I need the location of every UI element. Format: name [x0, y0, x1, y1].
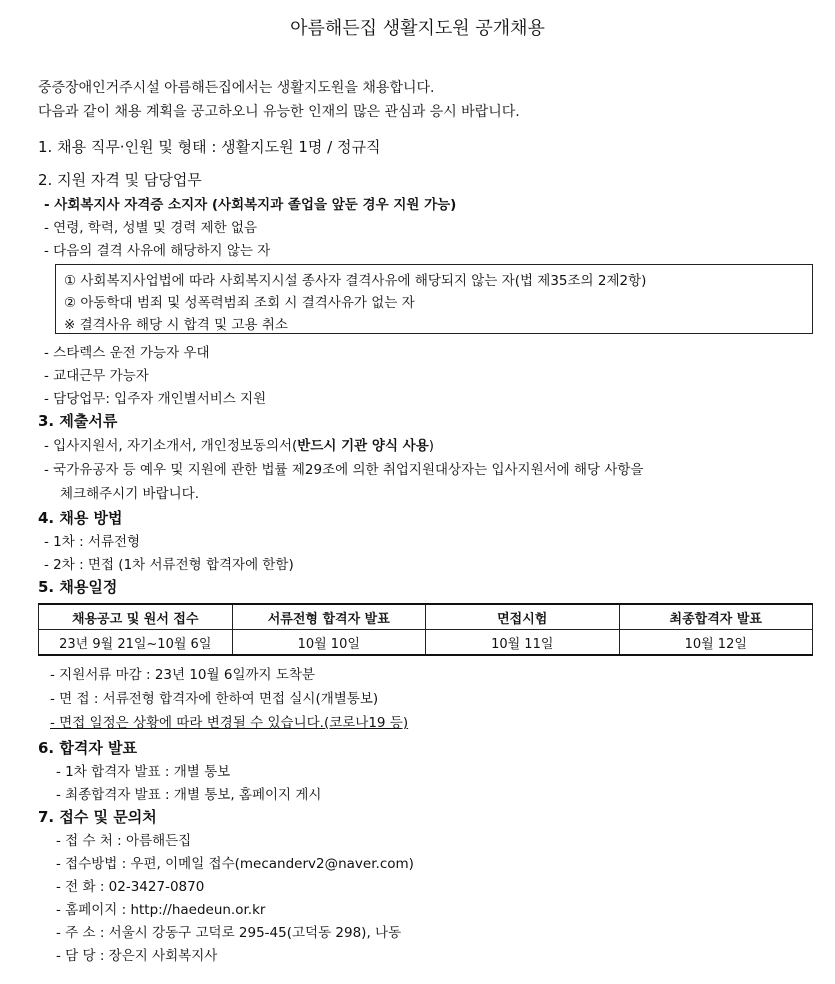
s2-item-2: - 연령, 학력, 성별 및 경력 제한 없음: [44, 220, 258, 236]
s2-item-3: - 다음의 결격 사유에 해당하지 않는 자: [44, 243, 271, 259]
s2-item-1: - 사회복지사 자격증 소지자 (사회복지과 졸업을 앞둔 경우 지원 가능): [44, 197, 457, 213]
schedule-cell: 23년 9월 21일~10월 6일: [39, 630, 233, 656]
box-line-3: ※ 결격사유 해당 시 합격 및 고용 취소: [64, 317, 288, 333]
schedule-header-row: [39, 604, 813, 630]
s4-item-1: - 1차 : 서류전형: [44, 534, 141, 550]
s5-note-1: - 지원서류 마감 : 23년 10월 6일까지 도착분: [50, 667, 315, 683]
s2-item-6: - 담당업무: 입주자 개인별서비스 지원: [44, 391, 267, 407]
schedule-header: 서류전형 합격자 발표: [232, 604, 426, 630]
schedule-cell: 10월 11일: [426, 630, 620, 656]
s7-item-contact: - 담 당 : 장은지 사회복지사: [56, 948, 218, 964]
s7-item-method: - 접수방법 : 우편, 이메일 접수(mecanderv2@naver.com): [56, 856, 414, 872]
section-5-heading: 5. 채용일정: [38, 578, 118, 596]
section-2-heading: 2. 지원 자격 및 담당업무: [38, 171, 202, 189]
intro-line-2: 다음과 같이 채용 계획을 공고하오니 유능한 인재의 많은 관심과 응시 바랍니다.: [38, 104, 520, 120]
intro-line-1: 중증장애인거주시설 아름해든집에서는 생활지도원을 채용합니다.: [38, 80, 435, 96]
schedule-header: 최종합격자 발표: [619, 604, 813, 630]
box-line-1: ① 사회복지사업법에 따라 사회복지시설 종사자 결격사유에 해당되지 않는 자(법 제35조의 2제2항): [64, 273, 647, 289]
section-3-heading: 3. 제출서류: [38, 412, 118, 430]
s3-item-1-a: - 입사지원서, 자기소개서, 개인정보동의서(: [44, 438, 298, 454]
schedule-header: 채용공고 및 원서 접수: [39, 604, 233, 630]
page-title: 아름해든집 생활지도원 공개채용: [290, 18, 545, 39]
disqualification-box: [55, 264, 813, 334]
s7-item-phone: - 전 화 : 02-3427-0870: [56, 879, 205, 895]
schedule-row: [39, 630, 813, 656]
s2-item-5: - 교대근무 가능자: [44, 368, 149, 384]
s5-note-3: - 면접 일정은 상황에 따라 변경될 수 있습니다.(코로나19 등): [50, 715, 409, 731]
section-4-heading: 4. 채용 방법: [38, 509, 123, 527]
schedule-cell: 10월 12일: [619, 630, 813, 656]
s4-item-2: - 2차 : 면접 (1차 서류전형 합격자에 한함): [44, 557, 294, 573]
section-1-heading: 1. 채용 직무·인원 및 형태 : 생활지도원 1명 / 정규직: [38, 138, 381, 156]
box-line-2: ② 아동학대 범죄 및 성폭력범죄 조회 시 결격사유가 없는 자: [64, 295, 415, 311]
schedule-header: 면접시험: [426, 604, 620, 630]
s7-item-homepage: - 홈페이지 : http://haedeun.or.kr: [56, 902, 266, 918]
s3-item-2-line-2: 체크해주시기 바랍니다.: [60, 486, 199, 502]
s3-item-1-c: ): [428, 438, 435, 454]
s2-item-4: - 스타렉스 운전 가능자 우대: [44, 345, 210, 361]
s5-note-2: - 면 접 : 서류전형 합격자에 한하여 면접 실시(개별통보): [50, 691, 379, 707]
s3-item-1: [44, 434, 434, 454]
s6-item-2: - 최종합격자 발표 : 개별 통보, 홈페이지 게시: [56, 787, 322, 803]
s3-item-1-bold: 반드시 기관 양식 사용: [297, 438, 429, 454]
section-6-heading: 6. 합격자 발표: [38, 739, 138, 757]
s6-item-1: - 1차 합격자 발표 : 개별 통보: [56, 764, 231, 780]
s3-item-2-line-1: - 국가유공자 등 예우 및 지원에 관한 법률 제29조에 의한 취업지원대상자는 입사지원서에 해당 사항을: [44, 462, 644, 478]
schedule-table: [38, 603, 813, 656]
section-7-heading: 7. 접수 및 문의처: [38, 808, 157, 826]
s7-item-address: - 주 소 : 서울시 강동구 고덕로 295-45(고덕동 298), 나동: [56, 925, 402, 941]
schedule-cell: 10월 10일: [232, 630, 426, 656]
s7-item-reception: - 접 수 처 : 아름해든집: [56, 833, 192, 849]
